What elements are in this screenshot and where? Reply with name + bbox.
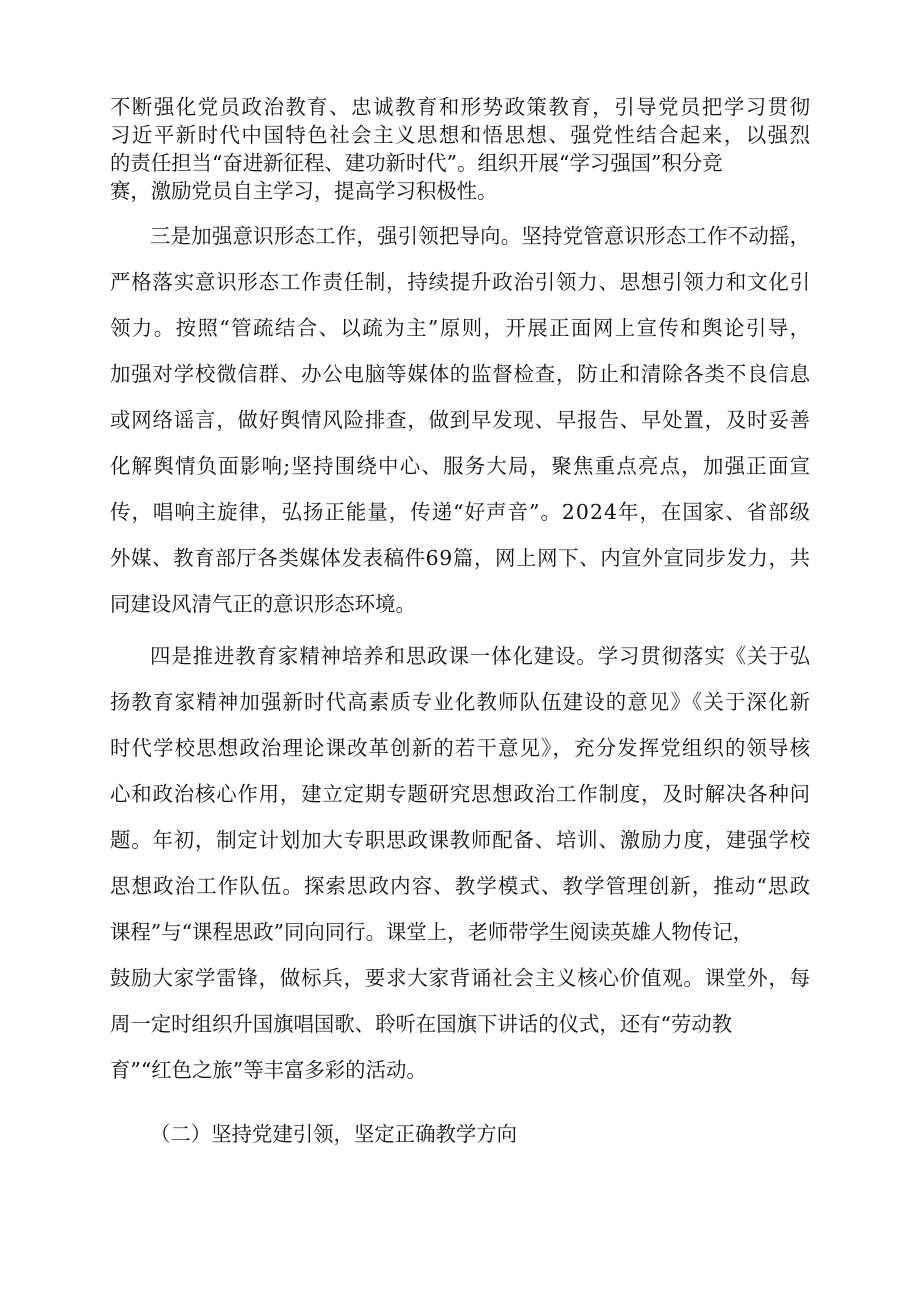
section3-line: 加强对学校微信群、办公电脑等媒体的监督检查，防止和清除各类不良信息 [110, 362, 811, 386]
section4-line: 时代学校思想政治理论课改革创新的若干意见》，充分发挥党组织的领导核 [110, 736, 812, 760]
intro-line: 的责任担当“奋进新征程、建功新时代”。组织开展“学习强国”积分竞 [110, 151, 723, 175]
section3-line: 或网络谣言，做好舆情风险排查，做到早发现、早报告、早处置，及时妥善 [110, 408, 811, 432]
section3-line: 传，唱响主旋律，弘扬正能量，传递“好声音”。2024年，在国家、省部级 [110, 500, 812, 524]
section3-line: 外媒、教育部厅各类媒体发表稿件69篇，网上网下、内宣外宣同步发力，共 [110, 546, 811, 570]
section4-line: 周一定时组织升国旗唱国歌、聆听在国旗下讲话的仪式，还有“劳动教 [110, 1012, 733, 1036]
intro-line: 习近平新时代中国特色社会主义思想和悟思想、强党性结合起来，以强烈 [110, 123, 812, 147]
section4-line: 鼓励大家学雷锋，做标兵，要求大家背诵社会主义核心价值观。课堂外，每 [110, 966, 811, 990]
section3-line: 严格落实意识形态工作责任制，持续提升政治引领力、思想引领力和文化引 [110, 270, 811, 294]
section4-line: 四是推进教育家精神培养和思政课一体化建设。学习贯彻落实《关于弘 [150, 644, 811, 668]
section4-line: 扬教育家精神加强新时代高素质专业化教师队伍建设的意见》《关于深化新 [110, 690, 812, 714]
section3-line: 同建设风清气正的意识形态环境。 [110, 592, 416, 616]
section-heading: （二）坚持党建引领，坚定正确教学方向 [150, 1122, 518, 1146]
section3-line: 三是加强意识形态工作，强引领把导向。坚持党管意识形态工作不动摇， [150, 224, 811, 248]
section4-line: 课程”与“课程思政”同向同行。课堂上，老师带学生阅读英雄人物传记， [110, 920, 753, 944]
intro-line: 赛，激励党员自主学习，提高学习积极性。 [110, 179, 498, 203]
intro-line: 不断强化党员政治教育、忠诚教育和形势政策教育，引导党员把学习贯彻 [110, 95, 812, 119]
section4-line: 思想政治工作队伍。探索思政内容、教学模式、教学管理创新，推动“思政 [110, 874, 812, 898]
section4-line: 育”“红色之旅”等丰富多彩的活动。 [110, 1058, 427, 1082]
section4-line: 心和政治核心作用，建立定期专题研究思想政治工作制度，及时解决各种问 [110, 782, 811, 806]
section4-line: 题。年初，制定计划加大专职思政课教师配备、培训、激励力度，建强学校 [110, 828, 811, 852]
section3-line: 化解舆情负面影响;坚持围绕中心、服务大局，聚焦重点亮点，加强正面宣 [110, 454, 812, 478]
section3-line: 领力。按照“管疏结合、以疏为主”原则，开展正面网上宣传和舆论引导， [110, 316, 812, 340]
